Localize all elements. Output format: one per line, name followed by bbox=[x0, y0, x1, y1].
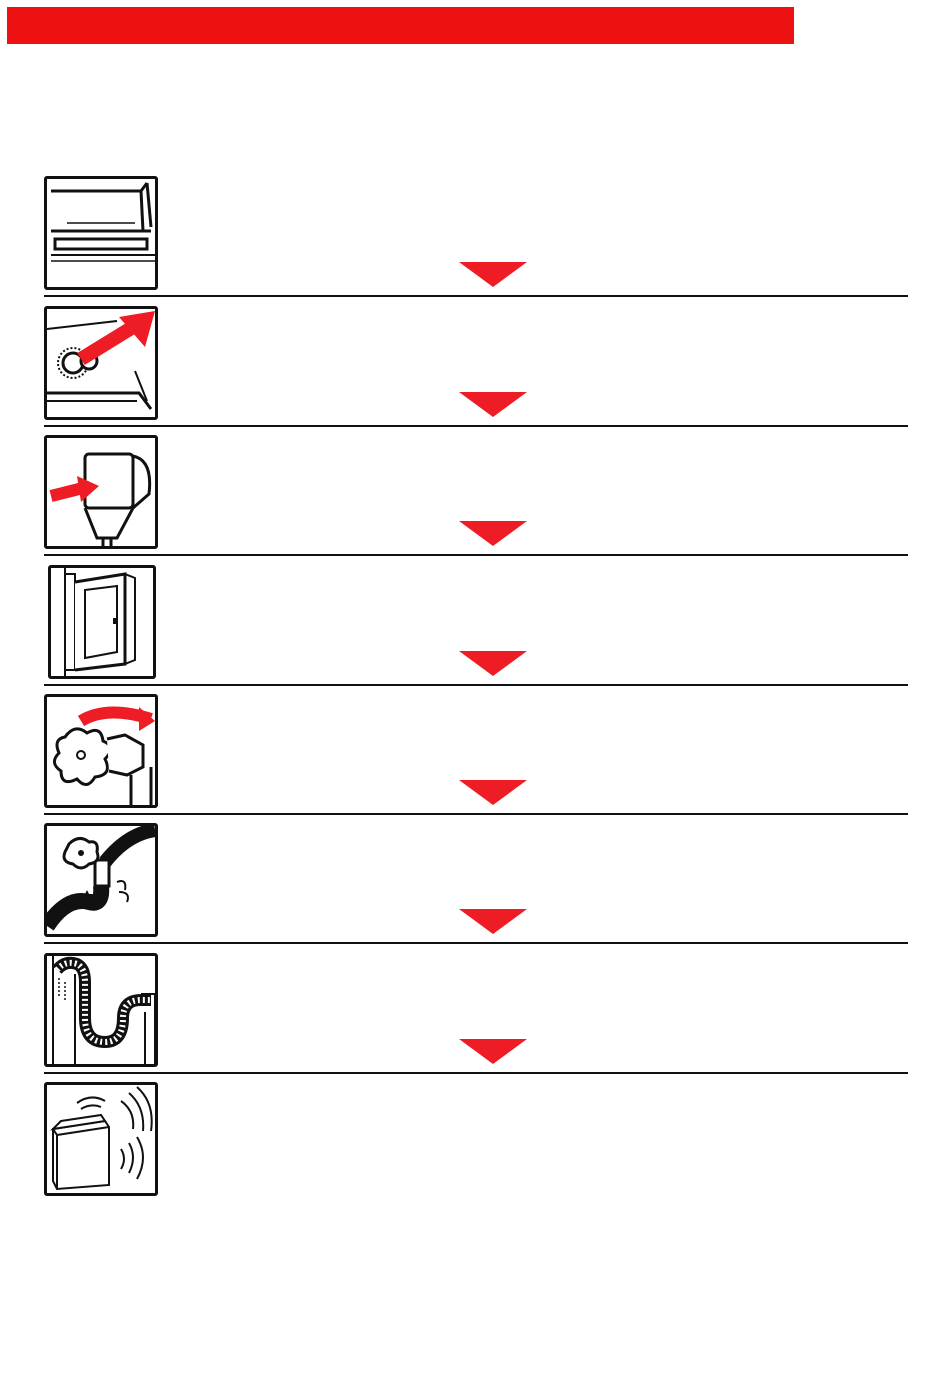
step-5 bbox=[44, 694, 908, 824]
step-3 bbox=[44, 435, 908, 565]
step-2 bbox=[44, 306, 908, 436]
down-arrow-icon bbox=[459, 521, 527, 546]
washer-lid-icon bbox=[44, 176, 158, 290]
step-7 bbox=[44, 953, 908, 1083]
step-divider bbox=[44, 425, 908, 427]
step-4 bbox=[44, 565, 908, 695]
step-6 bbox=[44, 823, 908, 953]
step-divider bbox=[44, 813, 908, 815]
step-divider bbox=[44, 295, 908, 297]
step-divider bbox=[44, 684, 908, 686]
step-divider bbox=[44, 1072, 908, 1074]
water-faucet-icon bbox=[44, 694, 158, 808]
down-arrow-icon bbox=[459, 909, 527, 934]
step-divider bbox=[44, 554, 908, 556]
step-8 bbox=[44, 1082, 908, 1212]
down-arrow-icon bbox=[459, 780, 527, 805]
down-arrow-icon bbox=[459, 1039, 527, 1064]
down-arrow-icon bbox=[459, 262, 527, 287]
step-divider bbox=[44, 942, 908, 944]
step-1 bbox=[44, 176, 908, 306]
power-plug-icon bbox=[44, 435, 158, 549]
down-arrow-icon bbox=[459, 392, 527, 417]
noisy-washer-icon bbox=[44, 1082, 158, 1196]
control-knob-icon bbox=[44, 306, 158, 420]
drain-hose-icon bbox=[44, 953, 158, 1067]
down-arrow-icon bbox=[459, 651, 527, 676]
fuse-box-icon bbox=[48, 565, 156, 679]
leaking-hose-icon bbox=[44, 823, 158, 937]
